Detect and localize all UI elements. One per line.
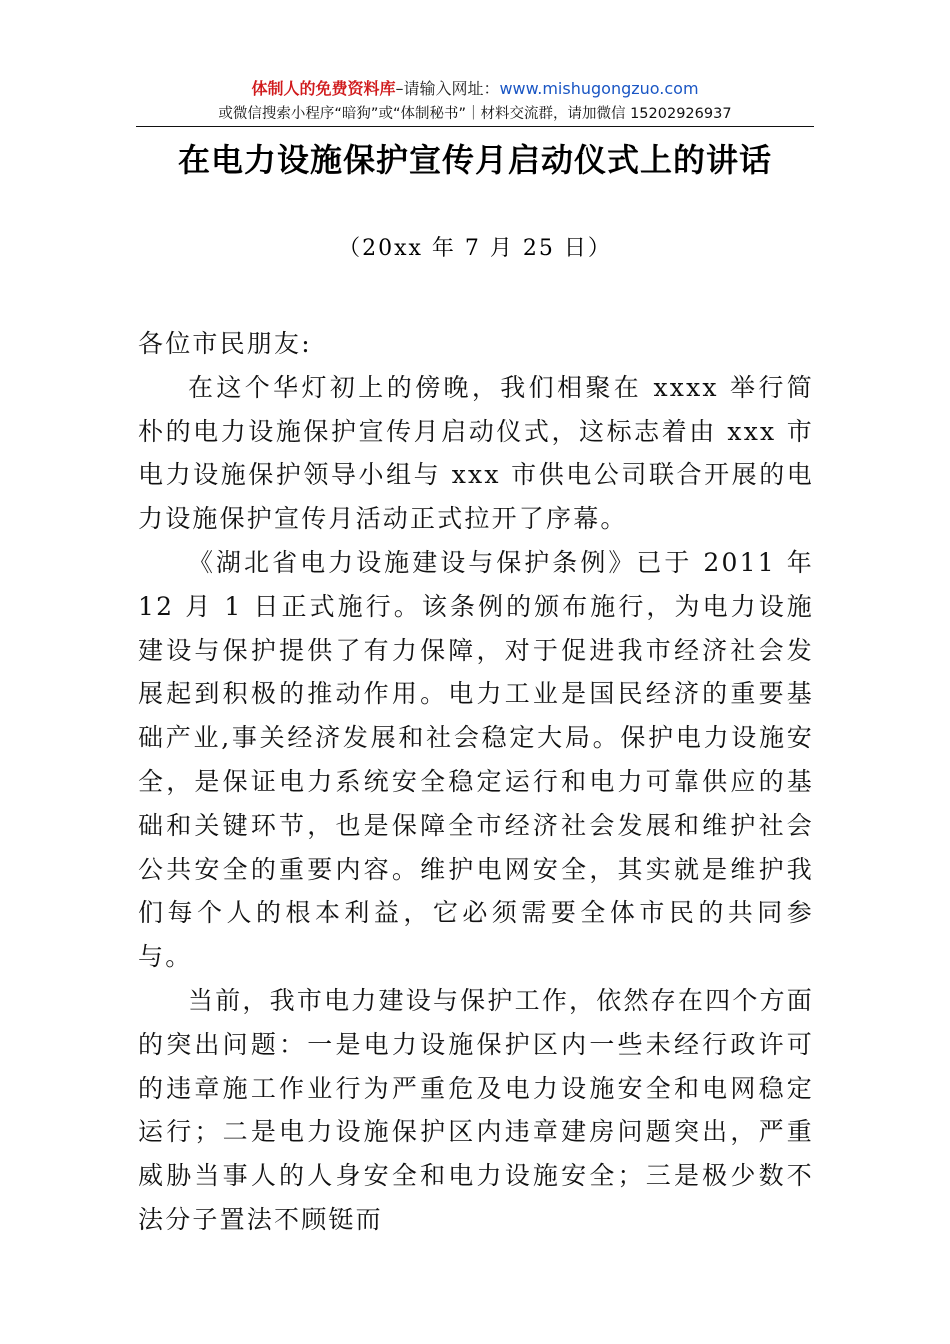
paragraph: 《湖北省电力设施建设与保护条例》已于 2011 年 12 月 1 日正式施行。该条例的颁布施行，为电力设施建设与保护提供了有力保障，对于促进我市经济社会发展起到积极的推动作用。电力工业是国民经济的重要基础产业,事关经济发展和社会稳定大局。保护电力设施安全，是保证电力系统安全稳定运行和电力可靠供应的基础和关键环节，也是保障全市经济社会发展和维护社会公共安全的重要内容。维护电网安全，其实就是维护我们每个人的根本利益，它必须需要全体市民的共同参与。 xyxy=(138,547,814,972)
page-header xyxy=(136,76,814,126)
header-line-2: 或微信搜索小程序“暗狗”或“体制秘书”｜材料交流群，请加微信 15202926937 xyxy=(218,106,732,122)
header-line-1 xyxy=(136,76,814,102)
paragraph: 当前，我市电力建设与保护工作，依然存在四个方面的突出问题：一是电力设施保护区内一些未经行政许可的违章施工作业行为严重危及电力设施安全和电网稳定运行；二是电力设施保护区内违章建房问题突出，严重威胁当事人的人身安全和电力设施安全；三是极少数不法分子置法不顾铤而 xyxy=(138,985,814,1234)
paragraph: 在这个华灯初上的傍晚，我们相聚在 xxxx 举行简朴的电力设施保护宣传月启动仪式，这标志着由 xxx 市电力设施保护领导小组与 xxx 市供电公司联合开展的电力设施保护宣传月活动正式拉开了序幕。 xyxy=(138,372,814,534)
salutation: 各位市民朋友: xyxy=(138,329,312,358)
header-brand: 体制人的免费资料库 xyxy=(251,79,396,98)
header-url-link[interactable]: www.mishugongzuo.com xyxy=(499,79,699,98)
document-body xyxy=(138,322,814,1242)
header-divider xyxy=(136,126,814,127)
header-prompt: –请输入网址： xyxy=(395,79,500,98)
document-date: （20xx 年 7 月 25 日） xyxy=(338,236,612,261)
document-title: 在电力设施保护宣传月启动仪式上的讲话 xyxy=(177,141,772,179)
